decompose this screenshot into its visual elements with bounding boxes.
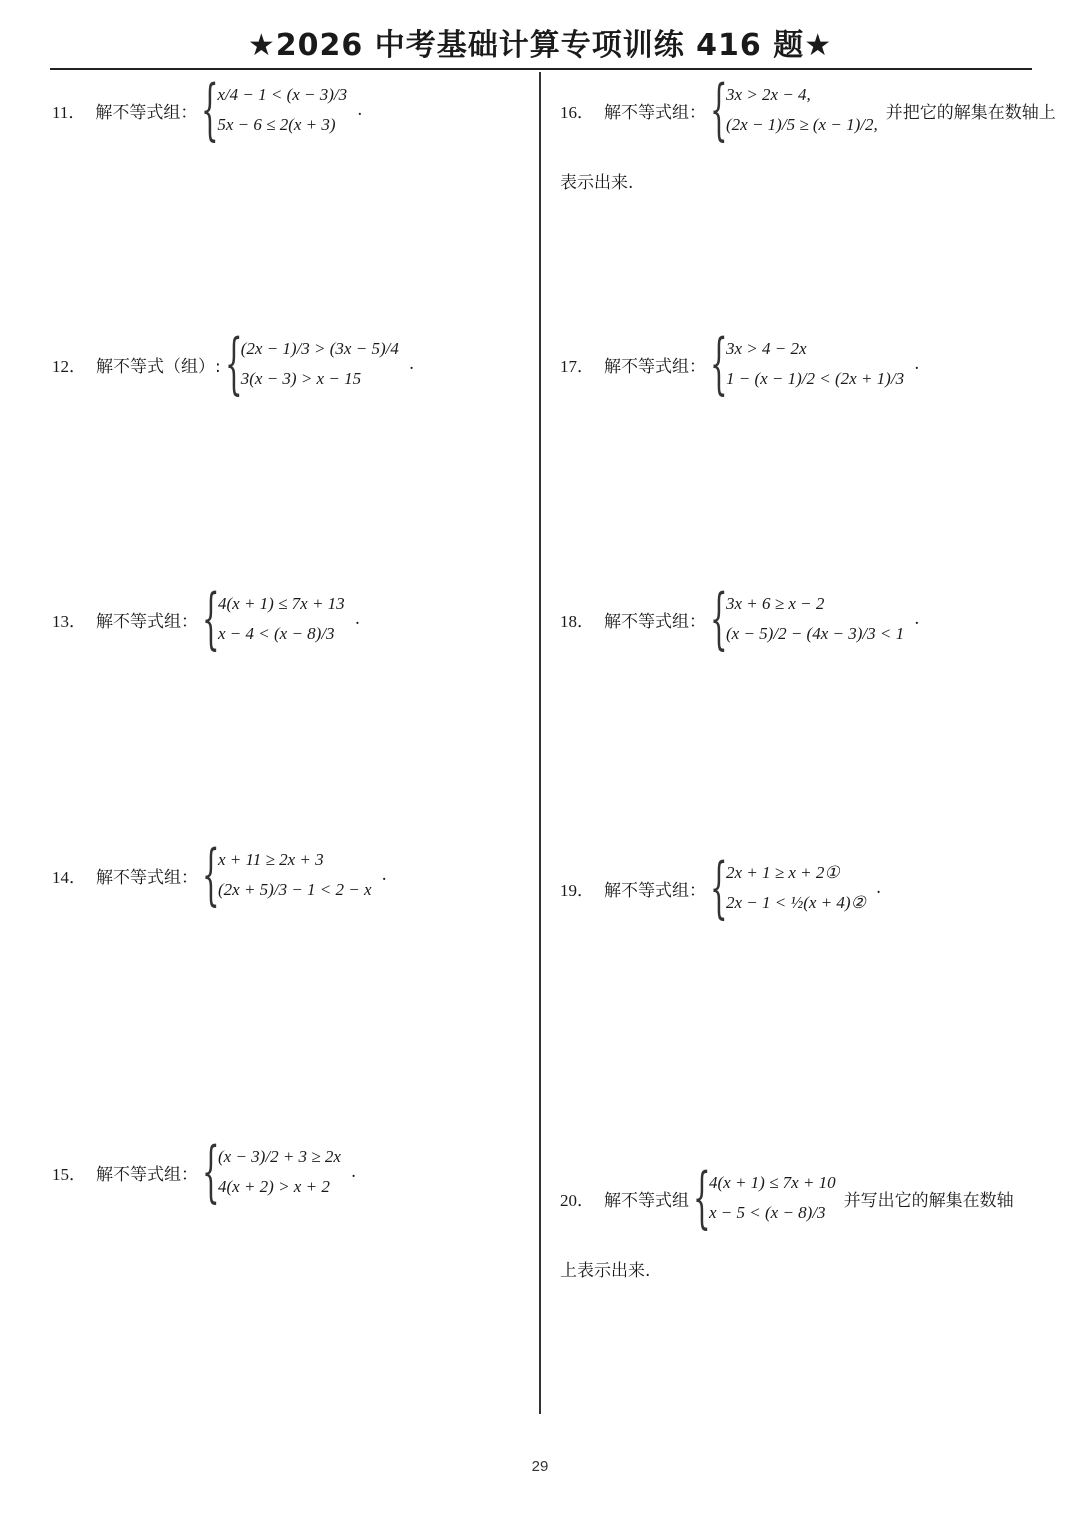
problem-18 bbox=[560, 580, 920, 657]
problem-label: 解不等式组 bbox=[604, 1190, 689, 1211]
period: . bbox=[408, 354, 415, 374]
problem-13 bbox=[52, 580, 361, 657]
problem-label: 解不等式（组）: bbox=[96, 356, 221, 377]
problem-number: 18． bbox=[560, 611, 594, 631]
period: . bbox=[914, 354, 920, 374]
brace-icon: { bbox=[202, 836, 220, 913]
inequality-system bbox=[710, 849, 866, 926]
brace-icon: { bbox=[710, 325, 728, 402]
problem-label: 解不等式组： bbox=[96, 611, 198, 632]
problem-label: 解不等式组： bbox=[95, 102, 198, 123]
problem-number: 19． bbox=[560, 880, 594, 900]
period: . bbox=[354, 609, 361, 629]
problem-label: 解不等式组： bbox=[604, 102, 706, 123]
problem-number: 16． bbox=[560, 102, 594, 122]
inequality-line: x/4 − 1 < (x − 3)/3 bbox=[217, 85, 348, 104]
inequality-line: (2x − 1)/3 > (3x − 5)/4 bbox=[240, 339, 399, 358]
problem-14 bbox=[52, 836, 387, 913]
inequality-system bbox=[710, 580, 905, 657]
inequality-system bbox=[202, 836, 372, 913]
header-rule bbox=[50, 68, 1032, 70]
inequality-line: 2x + 1 ≥ x + 2① bbox=[726, 863, 840, 882]
problem-17 bbox=[560, 325, 920, 402]
inequality-line: 3x + 6 ≥ x − 2 bbox=[726, 594, 825, 613]
inequality-line: 5x − 6 ≤ 2(x + 3) bbox=[217, 115, 336, 134]
brace-icon: { bbox=[201, 71, 220, 148]
problem-label: 解不等式组： bbox=[604, 880, 706, 901]
brace-icon: { bbox=[710, 71, 728, 148]
problem-label: 解不等式组： bbox=[604, 356, 706, 377]
inequality-system bbox=[202, 1133, 341, 1210]
inequality-line: 1 − (x − 1)/2 < (2x + 1)/3 bbox=[726, 369, 905, 388]
page-number: 29 bbox=[531, 1458, 549, 1475]
inequality-line: x − 4 < (x − 8)/3 bbox=[218, 624, 335, 643]
problem-16 bbox=[560, 71, 1056, 148]
problem-number: 14． bbox=[52, 867, 86, 887]
inequality-system bbox=[201, 71, 348, 148]
inequality-line: (2x − 1)/5 ≥ (x − 1)/2, bbox=[726, 115, 878, 134]
inequality-line: x + 11 ≥ 2x + 3 bbox=[218, 850, 324, 869]
problem-instruction: 并把它的解集在数轴上 bbox=[885, 102, 1056, 123]
inequality-line: x − 5 < (x − 8)/3 bbox=[709, 1203, 826, 1222]
period: . bbox=[875, 878, 882, 898]
problem-continuation: 上表示出来. bbox=[560, 1261, 651, 1281]
inequality-system bbox=[224, 325, 399, 402]
problem-number: 15． bbox=[52, 1164, 86, 1184]
problem-number: 20． bbox=[560, 1190, 594, 1210]
problem-number: 13． bbox=[52, 611, 86, 631]
inequality-line: (x − 5)/2 − (4x − 3)/3 < 1 bbox=[726, 624, 905, 643]
page-title: ★2026 中考基础计算专项训练 416 题★ bbox=[247, 28, 833, 63]
problem-label: 解不等式组： bbox=[96, 867, 198, 888]
inequality-line: 4(x + 1) ≤ 7x + 10 bbox=[709, 1173, 836, 1192]
problem-instruction: 并写出它的解集在数轴 bbox=[843, 1190, 1014, 1211]
brace-icon: { bbox=[224, 325, 243, 402]
inequality-line: 3x > 2x − 4, bbox=[726, 85, 811, 104]
brace-icon: { bbox=[710, 580, 728, 657]
problem-label: 解不等式组： bbox=[604, 611, 706, 632]
inequality-line: (x − 3)/2 + 3 ≥ 2x bbox=[218, 1147, 341, 1166]
brace-icon: { bbox=[202, 1133, 220, 1210]
problem-11 bbox=[52, 71, 363, 148]
column-divider bbox=[539, 72, 541, 1414]
period: . bbox=[381, 865, 387, 885]
inequality-line: 3(x − 3) > x − 15 bbox=[240, 369, 362, 388]
inequality-line: 4(x + 1) ≤ 7x + 13 bbox=[218, 594, 345, 613]
inequality-system bbox=[202, 580, 345, 657]
inequality-system bbox=[693, 1159, 836, 1236]
problem-number: 12． bbox=[52, 356, 86, 376]
problem-continuation: 表示出来. bbox=[560, 173, 634, 193]
brace-icon: { bbox=[710, 849, 728, 926]
inequality-line: 4(x + 2) > x + 2 bbox=[218, 1177, 330, 1196]
problem-number: 11． bbox=[52, 102, 86, 122]
inequality-line: 3x > 4 − 2x bbox=[726, 339, 807, 358]
period: . bbox=[350, 1162, 357, 1182]
brace-icon: { bbox=[202, 580, 220, 657]
inequality-line: 2x − 1 < ½(x + 4)② bbox=[726, 893, 866, 912]
problem-15 bbox=[52, 1133, 357, 1210]
inequality-system bbox=[710, 325, 905, 402]
problem-20 bbox=[560, 1159, 1014, 1236]
problem-number: 17． bbox=[560, 356, 594, 376]
problem-label: 解不等式组： bbox=[96, 1164, 198, 1185]
brace-icon: { bbox=[693, 1159, 711, 1236]
period: . bbox=[914, 609, 920, 629]
inequality-system bbox=[710, 71, 878, 148]
problem-19 bbox=[560, 849, 882, 926]
inequality-line: (2x + 5)/3 − 1 < 2 − x bbox=[218, 880, 372, 899]
problem-12 bbox=[52, 325, 415, 402]
period: . bbox=[357, 100, 363, 120]
